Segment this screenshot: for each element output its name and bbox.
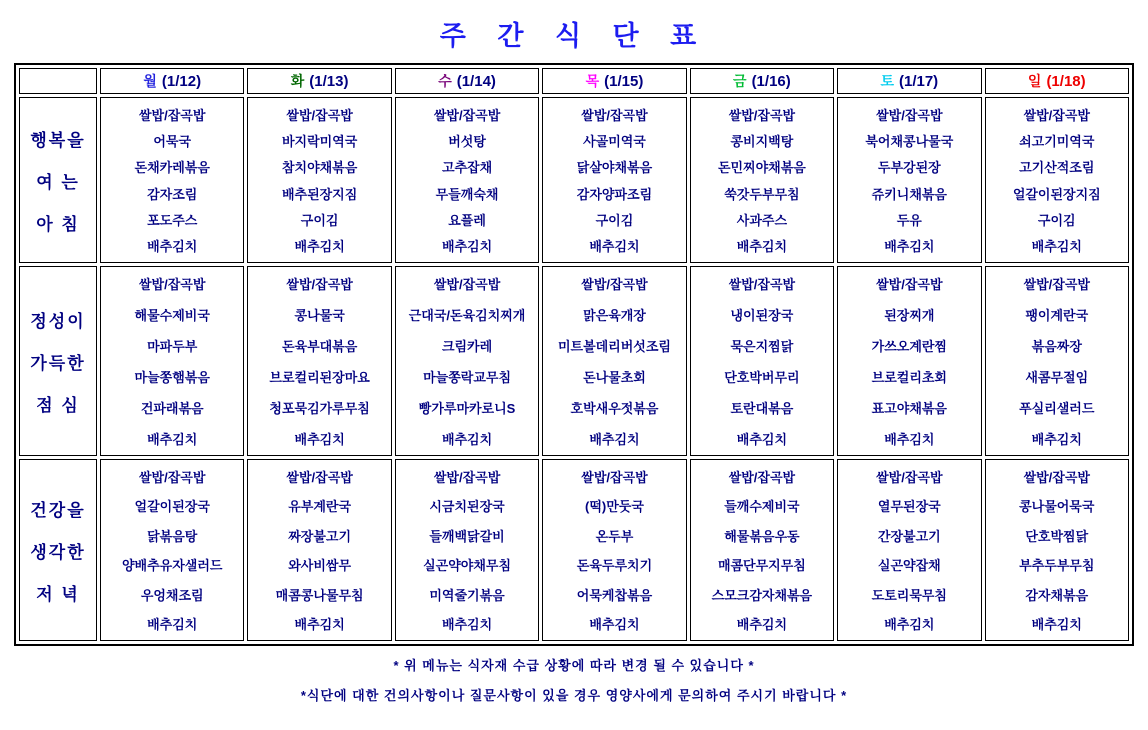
meal-row-lunch	[19, 266, 1129, 456]
menu-cell-dinner-sun	[985, 459, 1129, 641]
menu-item: 크림카레	[441, 339, 493, 354]
menu-item: 팽이계란국	[1025, 308, 1089, 323]
menu-item: 고기산적조림	[1019, 160, 1095, 176]
menu-item: 배추김치	[294, 432, 345, 447]
menu-item: 쌀밥/잡곡밥	[581, 470, 648, 485]
menu-item: 쌀밥/잡곡밥	[876, 277, 943, 292]
menu-item: 돈채카레볶음	[134, 160, 210, 176]
menu-item: 쌀밥/잡곡밥	[433, 108, 501, 123]
menu-item: 배추김치	[1031, 616, 1082, 632]
menu-item: 감자조림	[147, 186, 198, 202]
menu-item: 짜장불고기	[288, 528, 352, 544]
menu-item: 매콤단무지무침	[717, 558, 806, 574]
day-glyph-icon: 토	[880, 73, 894, 89]
menu-item: 스모크감자채볶음	[711, 587, 813, 603]
menu-item: 쌀밥/잡곡밥	[581, 277, 648, 292]
menu-item: 배추김치	[884, 616, 935, 632]
menu-item: 배추김치	[736, 616, 788, 632]
menu-list	[396, 98, 538, 262]
menu-list	[986, 267, 1128, 455]
menu-item: 무들깨숙채	[435, 186, 499, 202]
menu-item: 배추김치	[441, 616, 493, 632]
menu-item: (떡)만둣국	[585, 499, 644, 515]
meal-label-line: 행복을	[30, 130, 86, 150]
day-date: (1/18)	[1046, 73, 1086, 90]
menu-item: 사과주스	[736, 212, 788, 228]
meal-label-line: 생각한	[30, 542, 86, 562]
menu-item: 온두부	[595, 528, 634, 544]
menu-item: 돈나물초회	[583, 370, 646, 385]
menu-item: 배추김치	[294, 238, 345, 254]
menu-cell-lunch-sat	[837, 266, 981, 456]
menu-item: 구이김	[300, 212, 339, 228]
menu-cell-dinner-wed	[395, 459, 539, 641]
menu-item: 쌀밥/잡곡밥	[728, 108, 796, 123]
menu-item: 볶음짜장	[1031, 339, 1082, 354]
menu-list	[986, 460, 1128, 640]
menu-item: 두유	[896, 212, 922, 228]
menu-cell-breakfast-sun	[985, 97, 1129, 263]
menu-item: 감자양파조림	[576, 186, 653, 202]
page-title: 주 간 식 단 표	[439, 21, 709, 51]
menu-list	[396, 267, 538, 455]
menu-item: 배추김치	[147, 432, 198, 447]
meal-label-line: 아 침	[36, 214, 80, 234]
menu-list	[101, 460, 243, 640]
menu-item: 배추김치	[736, 238, 788, 254]
menu-item: 들깨백닭갈비	[429, 528, 505, 544]
menu-item: 고추잡채	[441, 160, 493, 176]
day-glyph-icon: 목	[585, 73, 600, 89]
menu-item: 미역줄기볶음	[429, 587, 505, 603]
menu-cell-dinner-tue	[247, 459, 391, 641]
menu-item: 두부강된장	[877, 160, 941, 176]
footer-note-1: * 위 메뉴는 식자재 수급 상황에 따라 변경 될 수 있습니다 *	[393, 658, 755, 673]
menu-item: 쌀밥/잡곡밥	[728, 277, 796, 292]
day-header-wed	[395, 68, 539, 94]
menu-cell-dinner-fri	[690, 459, 834, 641]
menu-item: 돈민찌야채볶음	[717, 160, 806, 176]
meal-label-line: 여 는	[36, 172, 80, 192]
menu-item: 해물수제비국	[134, 308, 210, 323]
menu-list	[396, 460, 538, 640]
menu-item: 얼갈이된장국	[134, 499, 210, 515]
menu-item: 배추김치	[736, 432, 788, 447]
menu-item: 묵은지찜닭	[730, 339, 794, 354]
menu-cell-breakfast-fri	[690, 97, 834, 263]
day-glyph-icon: 수	[438, 73, 452, 89]
menu-item: 배추김치	[147, 616, 198, 632]
menu-item: 쌀밥/잡곡밥	[433, 277, 501, 292]
menu-cell-breakfast-mon	[100, 97, 244, 263]
menu-list	[691, 460, 833, 640]
day-glyph-icon: 화	[290, 73, 305, 89]
menu-item: 돈육두루치기	[576, 558, 653, 574]
menu-item: 마늘쫑락교무침	[423, 370, 511, 385]
footer-note-2: *식단에 대한 건의사항이나 질문사항이 있을 경우 영양사에게 문의하여 주시기 바랍니다 *	[300, 688, 848, 703]
day-date: (1/13)	[309, 73, 349, 90]
menu-item: 배추김치	[441, 238, 493, 254]
menu-item: 감자채볶음	[1025, 587, 1089, 603]
menu-list	[838, 267, 980, 455]
menu-item: 쌀밥/잡곡밥	[876, 108, 943, 123]
menu-item: 호박새우젓볶음	[570, 401, 659, 416]
menu-cell-breakfast-wed	[395, 97, 539, 263]
menu-item: 닭볶음탕	[147, 528, 198, 544]
day-date: (1/12)	[161, 73, 202, 90]
menu-item: 열무된장국	[877, 499, 941, 515]
meal-label-line: 점 심	[36, 395, 80, 415]
menu-item: 간장불고기	[877, 528, 941, 544]
menu-item: 쌀밥/잡곡밥	[1023, 470, 1090, 485]
menu-list	[543, 267, 685, 455]
menu-list	[838, 460, 980, 640]
menu-list	[838, 98, 980, 262]
menu-item: 푸실리샐러드	[1019, 401, 1095, 416]
menu-item: 들깨수제비국	[724, 499, 800, 515]
meal-label-line: 건강을	[30, 500, 86, 520]
menu-item: 쌀밥/잡곡밥	[728, 470, 796, 485]
day-header-tue	[247, 68, 391, 94]
menu-cell-lunch-thu	[542, 266, 686, 456]
day-header-mon	[100, 68, 244, 94]
menu-item: 쌀밥/잡곡밥	[1023, 277, 1090, 292]
menu-item: 표고야채볶음	[871, 401, 947, 416]
meal-row-dinner	[19, 459, 1129, 641]
menu-item: 브로컬리된장마요	[269, 370, 370, 385]
menu-item: 포도주스	[147, 212, 198, 228]
meal-label-line: 정성이	[30, 311, 86, 331]
menu-item: 배추김치	[147, 238, 198, 254]
menu-item: 배추김치	[1031, 238, 1082, 254]
menu-list	[101, 98, 243, 262]
menu-item: 쌀밥/잡곡밥	[1023, 108, 1090, 123]
day-header-thu	[542, 68, 686, 94]
menu-item: 닭살야채볶음	[576, 160, 653, 176]
day-header-sun	[985, 68, 1129, 94]
menu-item: 미트볼데리버섯조림	[557, 339, 671, 354]
menu-item: 콩비지백탕	[730, 134, 794, 150]
menu-list	[691, 98, 833, 262]
menu-item: 시금치된장국	[429, 499, 505, 515]
menu-item: 쌀밥/잡곡밥	[581, 108, 648, 123]
footer-notes	[0, 655, 1148, 704]
menu-item: 단호박찜닭	[1025, 528, 1089, 544]
day-glyph-icon: 금	[733, 73, 747, 89]
menu-cell-breakfast-sat	[837, 97, 981, 263]
menu-item: 양배추유자샐러드	[121, 558, 223, 574]
menu-item: 쌀밥/잡곡밥	[286, 277, 353, 292]
menu-item: 청포묵김가루무침	[269, 401, 370, 416]
menu-body	[19, 97, 1129, 641]
weekly-menu-table	[14, 63, 1134, 646]
menu-item: 참치야채볶음	[281, 160, 358, 176]
menu-cell-dinner-mon	[100, 459, 244, 641]
day-date: (1/15)	[604, 73, 644, 90]
menu-item: 브로컬리초회	[871, 370, 947, 385]
menu-list	[248, 267, 390, 455]
meal-label-breakfast	[19, 97, 97, 263]
menu-item: 실곤약잡채	[877, 558, 941, 574]
menu-item: 실곤약야채무침	[423, 558, 511, 574]
menu-item: 배추김치	[589, 432, 640, 447]
corner-cell	[19, 68, 97, 94]
menu-list	[986, 98, 1128, 262]
menu-item: 쌀밥/잡곡밥	[876, 470, 943, 485]
menu-item: 맑은육개장	[583, 308, 646, 323]
menu-item: 가쓰오계란찜	[871, 339, 947, 354]
menu-item: 콩나물국	[294, 308, 345, 323]
menu-list	[101, 267, 243, 455]
menu-item: 배추김치	[441, 432, 493, 447]
menu-cell-dinner-sat	[837, 459, 981, 641]
menu-item: 돈육부대볶음	[281, 339, 358, 354]
menu-item: 배추김치	[589, 616, 640, 632]
menu-item: 바지락미역국	[281, 134, 358, 150]
menu-cell-breakfast-tue	[247, 97, 391, 263]
menu-item: 배추김치	[884, 432, 935, 447]
menu-item: 쌀밥/잡곡밥	[433, 470, 501, 485]
meal-row-breakfast	[19, 97, 1129, 263]
menu-item: 구이김	[1037, 212, 1076, 228]
menu-list	[691, 267, 833, 455]
menu-item: 쥬키니채볶음	[871, 186, 947, 202]
day-header-sat	[837, 68, 981, 94]
menu-cell-lunch-sun	[985, 266, 1129, 456]
day-date: (1/17)	[898, 73, 939, 90]
menu-item: 마늘쫑햄볶음	[134, 370, 210, 385]
menu-item: 새콤무절임	[1025, 370, 1089, 385]
day-date: (1/14)	[456, 73, 496, 90]
menu-item: 도토리묵무침	[871, 587, 947, 603]
menu-item: 단호박버무리	[724, 370, 800, 385]
menu-cell-lunch-mon	[100, 266, 244, 456]
day-glyph-icon: 월	[143, 73, 157, 89]
day-header-row	[19, 68, 1129, 94]
menu-item: 쇠고기미역국	[1019, 134, 1095, 150]
day-header-fri	[690, 68, 834, 94]
menu-item: 어묵국	[153, 134, 192, 150]
menu-item: 와사비쌈무	[288, 558, 352, 574]
menu-cell-lunch-fri	[690, 266, 834, 456]
menu-item: 해물볶음우동	[724, 528, 800, 544]
menu-item: 배추된장지짐	[281, 186, 358, 202]
meal-label-dinner	[19, 459, 97, 641]
meal-label-lunch	[19, 266, 97, 456]
menu-item: 유부계란국	[288, 499, 352, 515]
menu-item: 배추김치	[294, 616, 345, 632]
menu-item: 배추김치	[1031, 432, 1082, 447]
menu-cell-dinner-thu	[542, 459, 686, 641]
menu-item: 구이김	[595, 212, 634, 228]
menu-item: 요플레	[448, 212, 486, 228]
menu-item: 쌀밥/잡곡밥	[286, 108, 353, 123]
menu-item: 배추김치	[884, 238, 935, 254]
menu-item: 콩나물어묵국	[1019, 499, 1095, 515]
meal-label-line: 가득한	[30, 353, 86, 373]
menu-item: 쌀밥/잡곡밥	[139, 108, 206, 123]
menu-cell-lunch-wed	[395, 266, 539, 456]
menu-list	[248, 98, 390, 262]
menu-item: 토란대볶음	[730, 401, 794, 416]
menu-item: 빵가루마카로니S	[418, 401, 516, 416]
menu-item: 쌀밥/잡곡밥	[139, 470, 206, 485]
menu-item: 북어채콩나물국	[865, 134, 954, 150]
menu-cell-breakfast-thu	[542, 97, 686, 263]
menu-item: 버섯탕	[448, 134, 486, 150]
menu-item: 근대국/돈육김치찌개	[408, 308, 526, 323]
menu-list	[543, 460, 685, 640]
menu-list	[248, 460, 390, 640]
menu-item: 된장찌개	[884, 308, 935, 323]
menu-item: 쑥갓두부무침	[724, 186, 800, 202]
day-date: (1/16)	[751, 73, 791, 90]
menu-item: 매콤콩나물무침	[275, 587, 364, 603]
menu-item: 부추두부무침	[1019, 558, 1095, 574]
menu-item: 배추김치	[589, 238, 640, 254]
menu-cell-lunch-tue	[247, 266, 391, 456]
menu-item: 사골미역국	[583, 134, 646, 150]
menu-item: 쌀밥/잡곡밥	[139, 277, 206, 292]
menu-item: 우엉채조림	[140, 587, 204, 603]
menu-item: 얼갈이된장지짐	[1012, 186, 1101, 202]
menu-item: 어묵케찹볶음	[576, 587, 653, 603]
menu-item: 냉이된장국	[730, 308, 794, 323]
day-glyph-icon: 일	[1027, 73, 1042, 89]
menu-item: 건파래볶음	[140, 401, 204, 416]
menu-list	[543, 98, 685, 262]
menu-item: 마파두부	[147, 339, 198, 354]
menu-item: 쌀밥/잡곡밥	[286, 470, 353, 485]
meal-label-line: 저 녁	[36, 584, 80, 604]
